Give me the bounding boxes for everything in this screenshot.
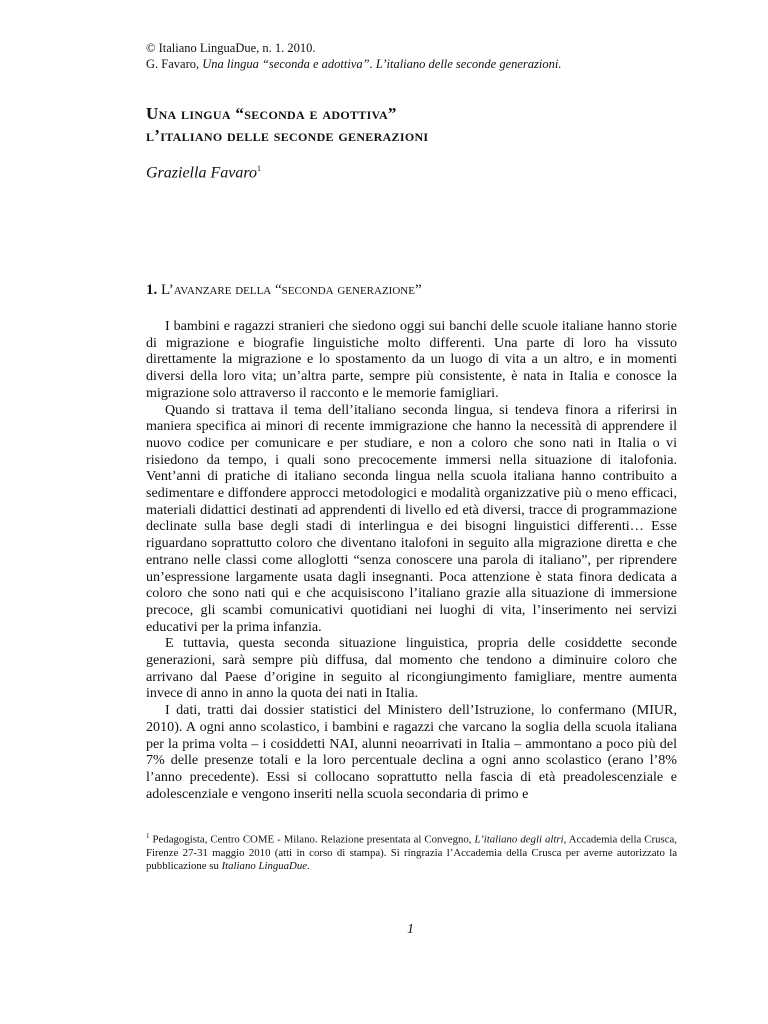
header-author: G. Favaro, (146, 57, 203, 71)
footnote-area (146, 830, 677, 873)
footnote-text-b: , Accademia della Crusca, Firenze 27-31 maggio 2010 (atti in corso di stampa). Si ringrazia l’Accademia della Crusca per averne autorizzato la pubblicazione su (146, 833, 677, 872)
paragraph: I dati, tratti dai dossier statistici del Ministero dell’Istruzione, lo confermano (MIUR, 2010). A ogni anno scolastico, i bambini e ragazzi che varcano la soglia della scuola italiana per la prima volta – i cosiddetti NAI, alunni neoarrivati in Italia – ammontano a poco più del 7% delle presenze totali e la loro percentuale declina a ogni anno scolastico (erano l’8% l’anno precedente). Essi si collocano soprattutto nella fascia di età preadolescenziale e adolescenziale e vengono inseriti nella scuola secondaria di primo e (146, 702, 677, 802)
paragraph: E tuttavia, questa seconda situazione linguistica, propria delle cosiddette seconde generazioni, sarà sempre più diffusa, dal momento che tendono a diminuire coloro che arrivano dal Paese d’origine in seguito al ricongiungimento famigliare, mentre aumenta invece di anno in anno la quota dei nati in Italia. (146, 635, 677, 702)
title-line-2: l’italiano delle seconde generazioni (146, 126, 429, 145)
author-footnote-mark: 1 (256, 164, 261, 173)
section-number: 1. (146, 282, 158, 298)
paragraph: I bambini e ragazzi stranieri che siedono oggi sui banchi delle scuole italiane hanno storie di migrazione e biografie linguistiche molto differenti. Una parte di loro ha vissuto direttamente la migrazione e lo spostamento da un luogo di vita a un altro, e in momenti diversi della loro vita; un’altra parte, sempre più consistente, è nata in Italia e conosce la migrazione solo attraverso il racconto e le memorie famigliari. (146, 318, 677, 401)
running-header (146, 40, 561, 72)
title-line-1: Una lingua “seconda e adottiva” (146, 104, 397, 123)
author-name (146, 164, 261, 182)
footnote-italic-b: Italiano LinguaDue (221, 859, 308, 872)
author-name-text: Graziella Favaro (146, 164, 257, 182)
header-citation (146, 56, 561, 72)
footnote-mark: 1 (146, 832, 150, 840)
footnote-italic-a: L’italiano degli altri (474, 833, 564, 846)
section-title: L’avanzare della “seconda generazione” (161, 282, 422, 298)
article-title (146, 103, 428, 147)
footnote (146, 830, 677, 873)
footnote-text-a: Pedagogista, Centro COME - Milano. Relazione presentata al Convegno, (149, 833, 475, 846)
section-heading (146, 282, 422, 299)
header-copyright: © Italiano LinguaDue, n. 1. 2010. (146, 41, 316, 55)
body-text (146, 318, 677, 802)
footnote-text-c: . (307, 859, 310, 872)
header-article-title: Una lingua “seconda e adottiva”. L’italiano delle seconde generazioni. (202, 57, 562, 71)
paragraph: Quando si trattava il tema dell’italiano seconda lingua, si tendeva finora a riferirsi in maniera specifica ai minori di recente immigrazione che hanno la necessità di apprendere il nuovo codice per comunicare e per studiare, e non a coloro che sono nati in Italia o vi risiedono da tempo, i quali sono precocemente immersi nella situazione di italofonia. Vent’anni di pratiche di italiano seconda lingua nella scuola italiana hanno contribuito a sedimentare e diffondere approcci metodologici e modalità organizzative più o meno efficaci, materiali didattici destinati ad apprendenti di livello ed età diversi, tracce di programmazione declinate sulla base degli stadi di interlingua e dei bisogni linguistici differenti… Esse riguardano soprattutto coloro che diventano italofoni in seguito alla migrazione diretta e che entrano nelle classi come alloglotti “senza conoscere una parola di italiano”, per riprendere un’espressione largamente usata dagli insegnanti. Poca attenzione è stata finora dedicata a coloro che sono nati qui e che acquisiscono l’italiano grazie alla situazione di immersione precoce, gli scambi comunicativi quotidiani nei luoghi di vita, l’inserimento nei servizi educativi per la prima infanzia. (146, 401, 677, 635)
page-number: 1 (407, 922, 414, 937)
